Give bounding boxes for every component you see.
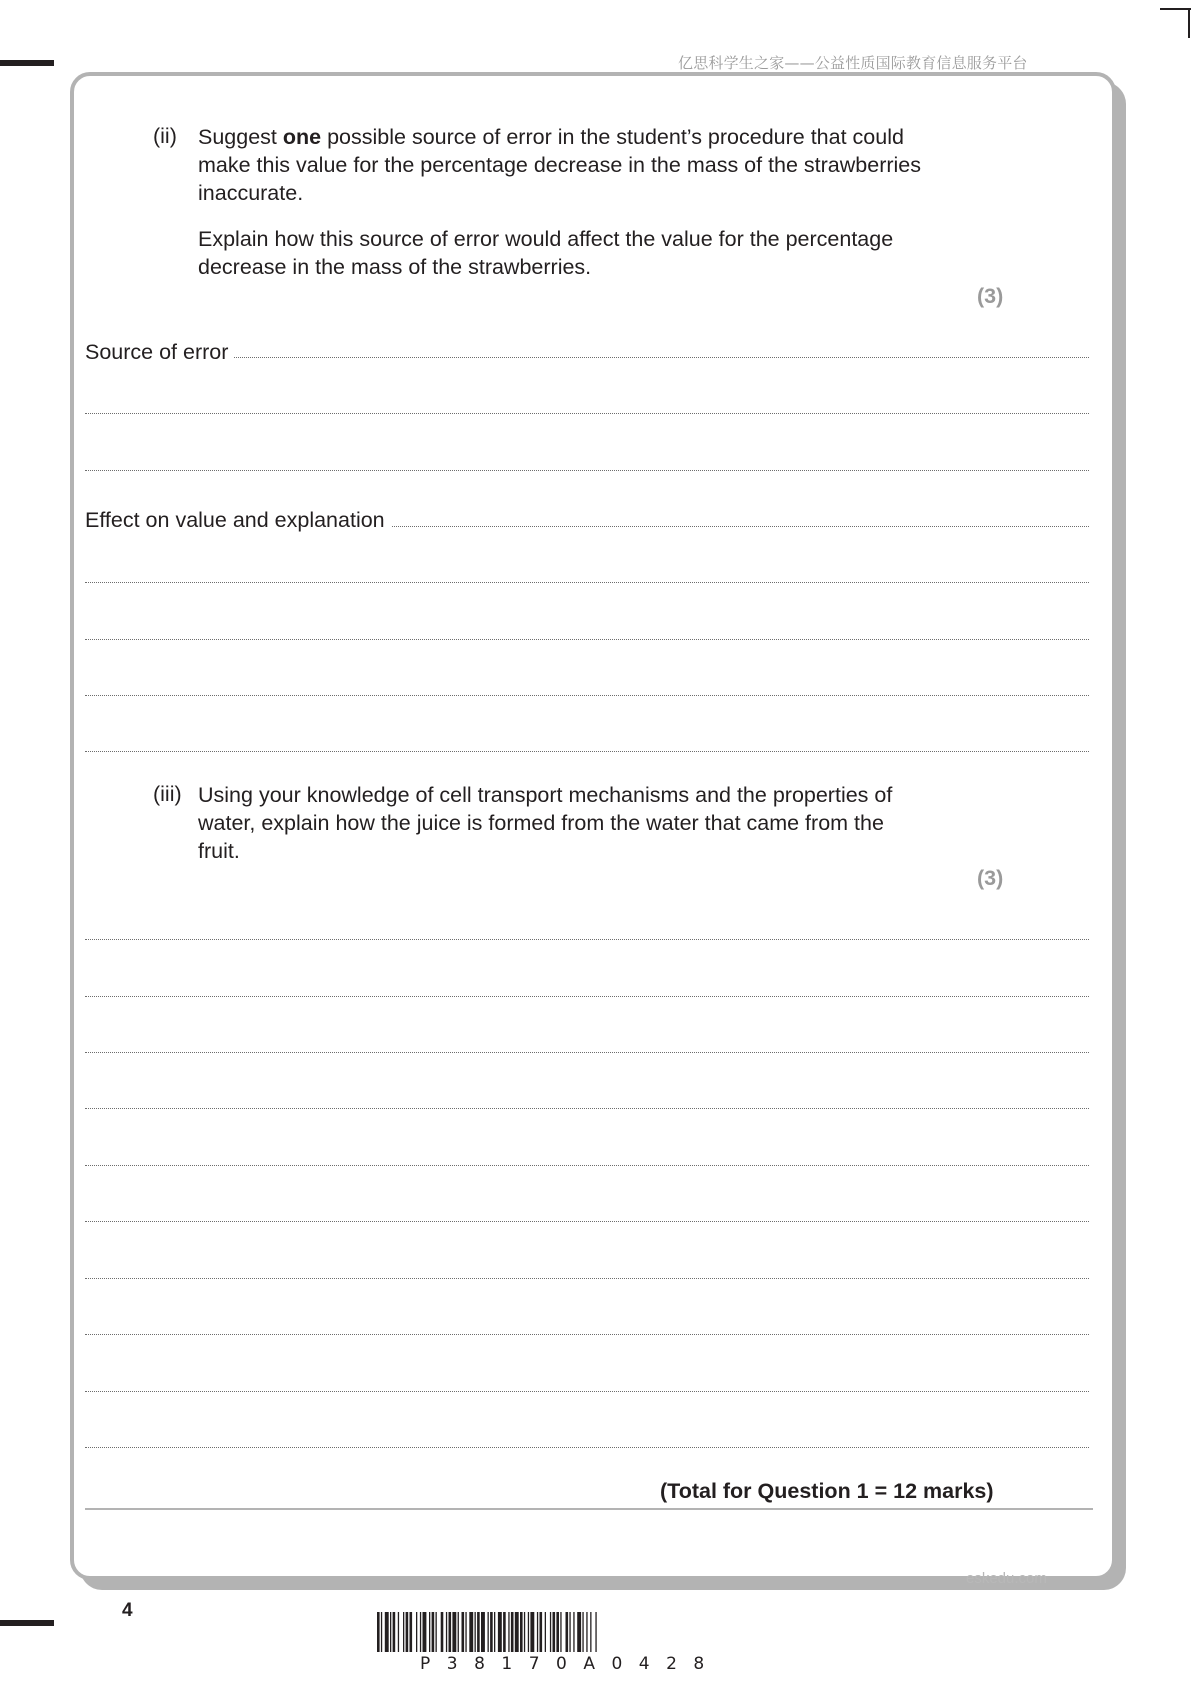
barcode-bar [406, 1612, 409, 1652]
barcode-bar [488, 1612, 489, 1652]
part-ii-label: (ii) [153, 124, 177, 148]
barcode-bar [481, 1612, 485, 1652]
barcode-bar [458, 1612, 459, 1652]
total-divider [85, 1508, 1093, 1510]
barcode-bar [393, 1612, 396, 1652]
part-ii-line-3: inaccurate. [198, 181, 304, 205]
barcode-bar [511, 1612, 514, 1652]
answer-line[interactable] [85, 939, 1089, 940]
barcode-bar [462, 1612, 465, 1652]
barcode-bar [540, 1612, 543, 1652]
part-ii-line-1: Suggest one possible source of error in the student’s procedure that could [198, 125, 904, 149]
barcode-bar [449, 1612, 452, 1652]
answer-line[interactable] [85, 1052, 1089, 1053]
barcode-bar [508, 1612, 509, 1652]
footer-watermark: eskedu.com [966, 1570, 1047, 1587]
answer-line[interactable] [85, 413, 1089, 414]
crop-mark-horizontal [1160, 8, 1191, 10]
page-number: 4 [122, 1600, 133, 1621]
barcode-bar [553, 1612, 556, 1652]
barcode [377, 1612, 811, 1652]
answer-line[interactable] [85, 639, 1089, 640]
barcode-bar [475, 1612, 476, 1652]
barcode-bar [490, 1612, 493, 1652]
barcode-bar [556, 1612, 559, 1652]
barcode-bar [494, 1612, 495, 1652]
barcode-bar [582, 1612, 583, 1652]
part-iii-line-2: water, explain how the juice is formed from the water that came from the [198, 811, 884, 835]
part-ii-marks: (3) [977, 284, 1004, 308]
part-ii-question [198, 123, 968, 281]
answer-line[interactable] [85, 1391, 1089, 1392]
barcode-bar [385, 1612, 389, 1652]
answer-line[interactable] [85, 1278, 1089, 1279]
barcode-bar [432, 1612, 435, 1652]
answer-line[interactable] [85, 357, 1089, 358]
barcode-bar [436, 1612, 437, 1652]
part-iii-label: (iii) [153, 782, 182, 806]
part-ii-line-2: make this value for the percentage decrease in the mass of the strawberries [198, 153, 922, 177]
barcode-bar [403, 1612, 404, 1652]
barcode-bar [446, 1612, 447, 1652]
answer-line[interactable] [85, 751, 1089, 752]
barcode-bar [573, 1612, 574, 1652]
barcode-bar [566, 1612, 569, 1652]
answer-line[interactable] [85, 1221, 1089, 1222]
barcode-bar [390, 1612, 391, 1652]
part-ii-explain-line-1: Explain how this source of error would affect the value for the percentage [198, 227, 894, 251]
barcode-bar [477, 1612, 480, 1652]
answer-line[interactable] [85, 1165, 1089, 1166]
barcode-bar [441, 1612, 444, 1652]
part-ii-explain-line-2: decrease in the mass of the strawberries. [198, 255, 592, 279]
answer-line[interactable] [85, 996, 1089, 997]
barcode-bar [416, 1612, 417, 1652]
barcode-bar [515, 1612, 519, 1652]
barcode-bar [503, 1612, 506, 1652]
barcode-bar [530, 1612, 534, 1652]
part-iii-marks: (3) [977, 866, 1004, 890]
source-of-error-label: Source of error [85, 340, 234, 365]
effect-label: Effect on value and explanation [85, 508, 391, 533]
barcode-bar [398, 1612, 399, 1652]
answer-line[interactable] [85, 582, 1089, 583]
barcode-bar [586, 1612, 587, 1652]
barcode-bar [537, 1612, 538, 1652]
barcode-bar [528, 1612, 529, 1652]
header-watermark: 亿思科学生之家——公益性质国际教育信息服务平台 [678, 54, 1028, 72]
barcode-bar [410, 1612, 413, 1652]
part-iii-line-1: Using your knowledge of cell transport mechanisms and the properties of [198, 783, 893, 807]
barcode-bar [469, 1612, 473, 1652]
barcode-number: P38170A0428 [420, 1654, 721, 1674]
barcode-bar [524, 1612, 525, 1652]
barcode-bar [577, 1612, 581, 1652]
margin-mark-top [0, 60, 54, 66]
barcode-bar [545, 1612, 546, 1652]
barcode-bar [560, 1612, 561, 1652]
answer-line[interactable] [85, 470, 1089, 471]
barcode-bar [452, 1612, 456, 1652]
barcode-bar [381, 1612, 382, 1652]
total-marks: (Total for Question 1 = 12 marks) [660, 1479, 994, 1503]
barcode-bar [465, 1612, 466, 1652]
margin-mark-bottom [0, 1620, 54, 1626]
crop-mark-vertical [1188, 8, 1190, 38]
barcode-bar [550, 1612, 551, 1652]
barcode-bar [569, 1612, 570, 1652]
barcode-bar [420, 1612, 421, 1652]
answer-line[interactable] [85, 1334, 1089, 1335]
answer-line[interactable] [85, 1108, 1089, 1109]
emphasis-one: one [282, 125, 322, 149]
barcode-bar [520, 1612, 523, 1652]
barcode-bar [429, 1612, 430, 1652]
barcode-bar [423, 1612, 427, 1652]
answer-line[interactable] [85, 1447, 1089, 1448]
part-iii-question [198, 781, 968, 865]
answer-line[interactable] [85, 695, 1089, 696]
barcode-bar [595, 1612, 596, 1652]
part-iii-line-3: fruit. [198, 839, 240, 863]
barcode-bar [498, 1612, 502, 1652]
barcode-bar [377, 1612, 380, 1652]
barcode-bar [590, 1612, 591, 1652]
